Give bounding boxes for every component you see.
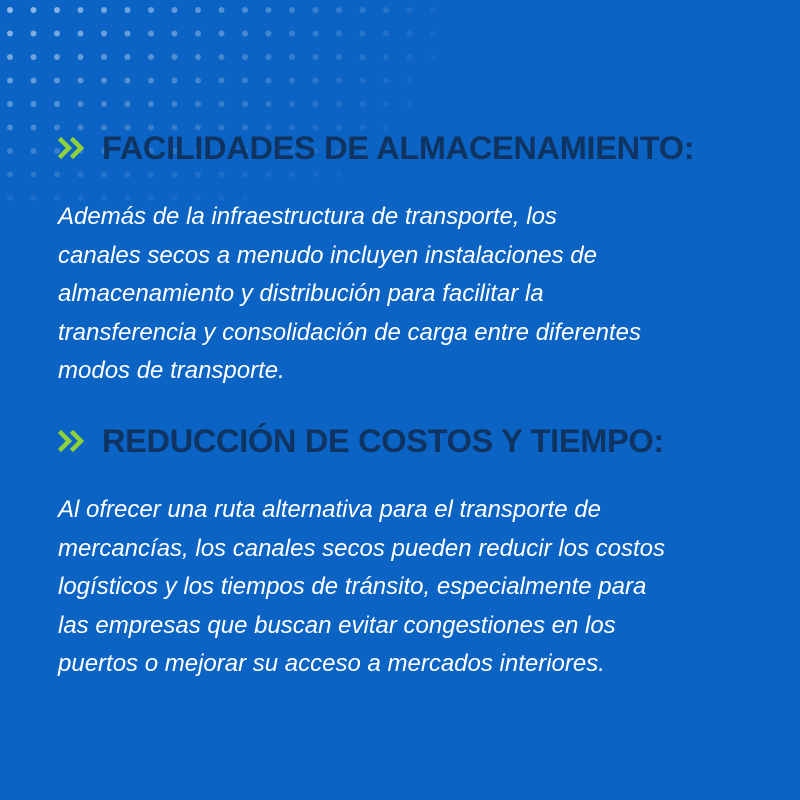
decorative-dot bbox=[195, 78, 201, 84]
decorative-dot bbox=[289, 7, 295, 13]
decorative-dot bbox=[7, 101, 13, 107]
decorative-dot bbox=[336, 101, 342, 107]
decorative-dot bbox=[125, 31, 131, 37]
decorative-dot bbox=[31, 195, 37, 201]
decorative-dot bbox=[313, 54, 319, 60]
decorative-dot bbox=[78, 31, 84, 37]
decorative-dot bbox=[407, 78, 413, 84]
decorative-dot bbox=[266, 101, 272, 107]
decorative-dot bbox=[78, 78, 84, 84]
decorative-dot bbox=[360, 101, 366, 107]
decorative-dot bbox=[360, 31, 366, 37]
section-body-text: Además de la infraestructura de transporte, los canales secos a menudo incluyen instalaciones de almacenamiento y distribución para facilitar la transferencia y consolidación de carga entre diferentes modos de transporte. bbox=[58, 203, 642, 384]
decorative-dot bbox=[101, 78, 107, 84]
decorative-dot bbox=[242, 54, 248, 60]
decorative-dot bbox=[101, 7, 107, 13]
decorative-dot bbox=[31, 7, 37, 13]
decorative-dot bbox=[31, 31, 37, 37]
decorative-dot bbox=[148, 54, 154, 60]
decorative-dot bbox=[336, 78, 342, 84]
decorative-dot bbox=[172, 101, 178, 107]
decorative-dot bbox=[289, 54, 295, 60]
decorative-dot bbox=[7, 148, 13, 154]
decorative-dot bbox=[266, 78, 272, 84]
decorative-dot bbox=[242, 31, 248, 37]
decorative-dot bbox=[407, 101, 413, 107]
decorative-dot bbox=[266, 54, 272, 60]
double-chevron-right-icon bbox=[58, 430, 96, 452]
decorative-dot bbox=[172, 54, 178, 60]
decorative-dot bbox=[31, 148, 37, 154]
decorative-dot bbox=[313, 7, 319, 13]
decorative-dot bbox=[195, 101, 201, 107]
decorative-dot bbox=[383, 54, 389, 60]
decorative-dot bbox=[266, 7, 272, 13]
decorative-dot bbox=[148, 7, 154, 13]
decorative-dot bbox=[219, 54, 225, 60]
section-heading bbox=[58, 128, 758, 168]
decorative-dot bbox=[430, 7, 436, 13]
decorative-dot bbox=[54, 54, 60, 60]
decorative-dot bbox=[336, 7, 342, 13]
decorative-dot bbox=[336, 31, 342, 37]
decorative-dot bbox=[360, 78, 366, 84]
decorative-dot bbox=[219, 101, 225, 107]
decorative-dot bbox=[31, 78, 37, 84]
decorative-dot bbox=[7, 195, 13, 201]
decorative-dot bbox=[172, 78, 178, 84]
decorative-dot bbox=[125, 7, 131, 13]
decorative-dot bbox=[289, 101, 295, 107]
decorative-dot bbox=[383, 31, 389, 37]
decorative-dot bbox=[78, 54, 84, 60]
decorative-dot bbox=[7, 54, 13, 60]
decorative-dot bbox=[383, 101, 389, 107]
decorative-dot bbox=[148, 78, 154, 84]
decorative-dot bbox=[78, 7, 84, 13]
decorative-dot bbox=[336, 54, 342, 60]
decorative-dot bbox=[289, 31, 295, 37]
decorative-dot bbox=[7, 125, 13, 131]
decorative-dot bbox=[54, 78, 60, 84]
decorative-dot bbox=[242, 7, 248, 13]
section-heading bbox=[58, 421, 758, 461]
decorative-dot bbox=[383, 7, 389, 13]
decorative-dot bbox=[78, 101, 84, 107]
decorative-dot bbox=[360, 7, 366, 13]
decorative-dot bbox=[101, 31, 107, 37]
decorative-dot bbox=[148, 31, 154, 37]
section-heading-text: REDUCCIÓN DE COSTOS Y TIEMPO: bbox=[102, 422, 664, 459]
section-heading-text: FACILIDADES DE ALMACENAMIENTO: bbox=[102, 129, 695, 166]
decorative-dot bbox=[219, 78, 225, 84]
decorative-dot bbox=[430, 31, 436, 37]
decorative-dot bbox=[242, 78, 248, 84]
decorative-dot bbox=[172, 7, 178, 13]
double-chevron-right-icon bbox=[58, 137, 96, 159]
decorative-dot bbox=[172, 31, 178, 37]
decorative-dot bbox=[266, 31, 272, 37]
decorative-dot bbox=[407, 31, 413, 37]
decorative-dot bbox=[54, 31, 60, 37]
section-cost-time-reduction bbox=[58, 421, 758, 684]
decorative-dot bbox=[31, 172, 37, 178]
decorative-dot bbox=[125, 54, 131, 60]
decorative-dot bbox=[219, 7, 225, 13]
decorative-dot bbox=[195, 54, 201, 60]
section-storage-facilities bbox=[58, 128, 758, 391]
decorative-dot bbox=[195, 7, 201, 13]
decorative-dot bbox=[313, 31, 319, 37]
decorative-dot bbox=[125, 101, 131, 107]
decorative-dot bbox=[360, 54, 366, 60]
decorative-dot bbox=[7, 7, 13, 13]
decorative-dot bbox=[31, 125, 37, 131]
decorative-dot bbox=[407, 54, 413, 60]
decorative-dot bbox=[148, 101, 154, 107]
decorative-dot bbox=[7, 172, 13, 178]
decorative-dot bbox=[7, 31, 13, 37]
decorative-dot bbox=[313, 78, 319, 84]
decorative-dot bbox=[383, 78, 389, 84]
decorative-dot bbox=[125, 78, 131, 84]
decorative-dot bbox=[289, 78, 295, 84]
decorative-dot bbox=[31, 54, 37, 60]
decorative-dot bbox=[54, 101, 60, 107]
decorative-dot bbox=[219, 31, 225, 37]
decorative-dot bbox=[242, 101, 248, 107]
decorative-dot bbox=[101, 54, 107, 60]
decorative-dot bbox=[313, 101, 319, 107]
decorative-dot bbox=[54, 7, 60, 13]
decorative-dot bbox=[101, 101, 107, 107]
decorative-dot bbox=[430, 54, 436, 60]
decorative-dot bbox=[407, 7, 413, 13]
section-body-text: Al ofrecer una ruta alternativa para el transporte de mercancías, los canales secos pueden reducir los costos logísticos y los tiempos de tránsito, especialmente para las empresas que buscan evitar congestiones en los puertos o mejorar su acceso a mercados interiores. bbox=[58, 496, 665, 677]
decorative-dot bbox=[31, 101, 37, 107]
decorative-dot bbox=[7, 78, 13, 84]
decorative-dot bbox=[195, 31, 201, 37]
